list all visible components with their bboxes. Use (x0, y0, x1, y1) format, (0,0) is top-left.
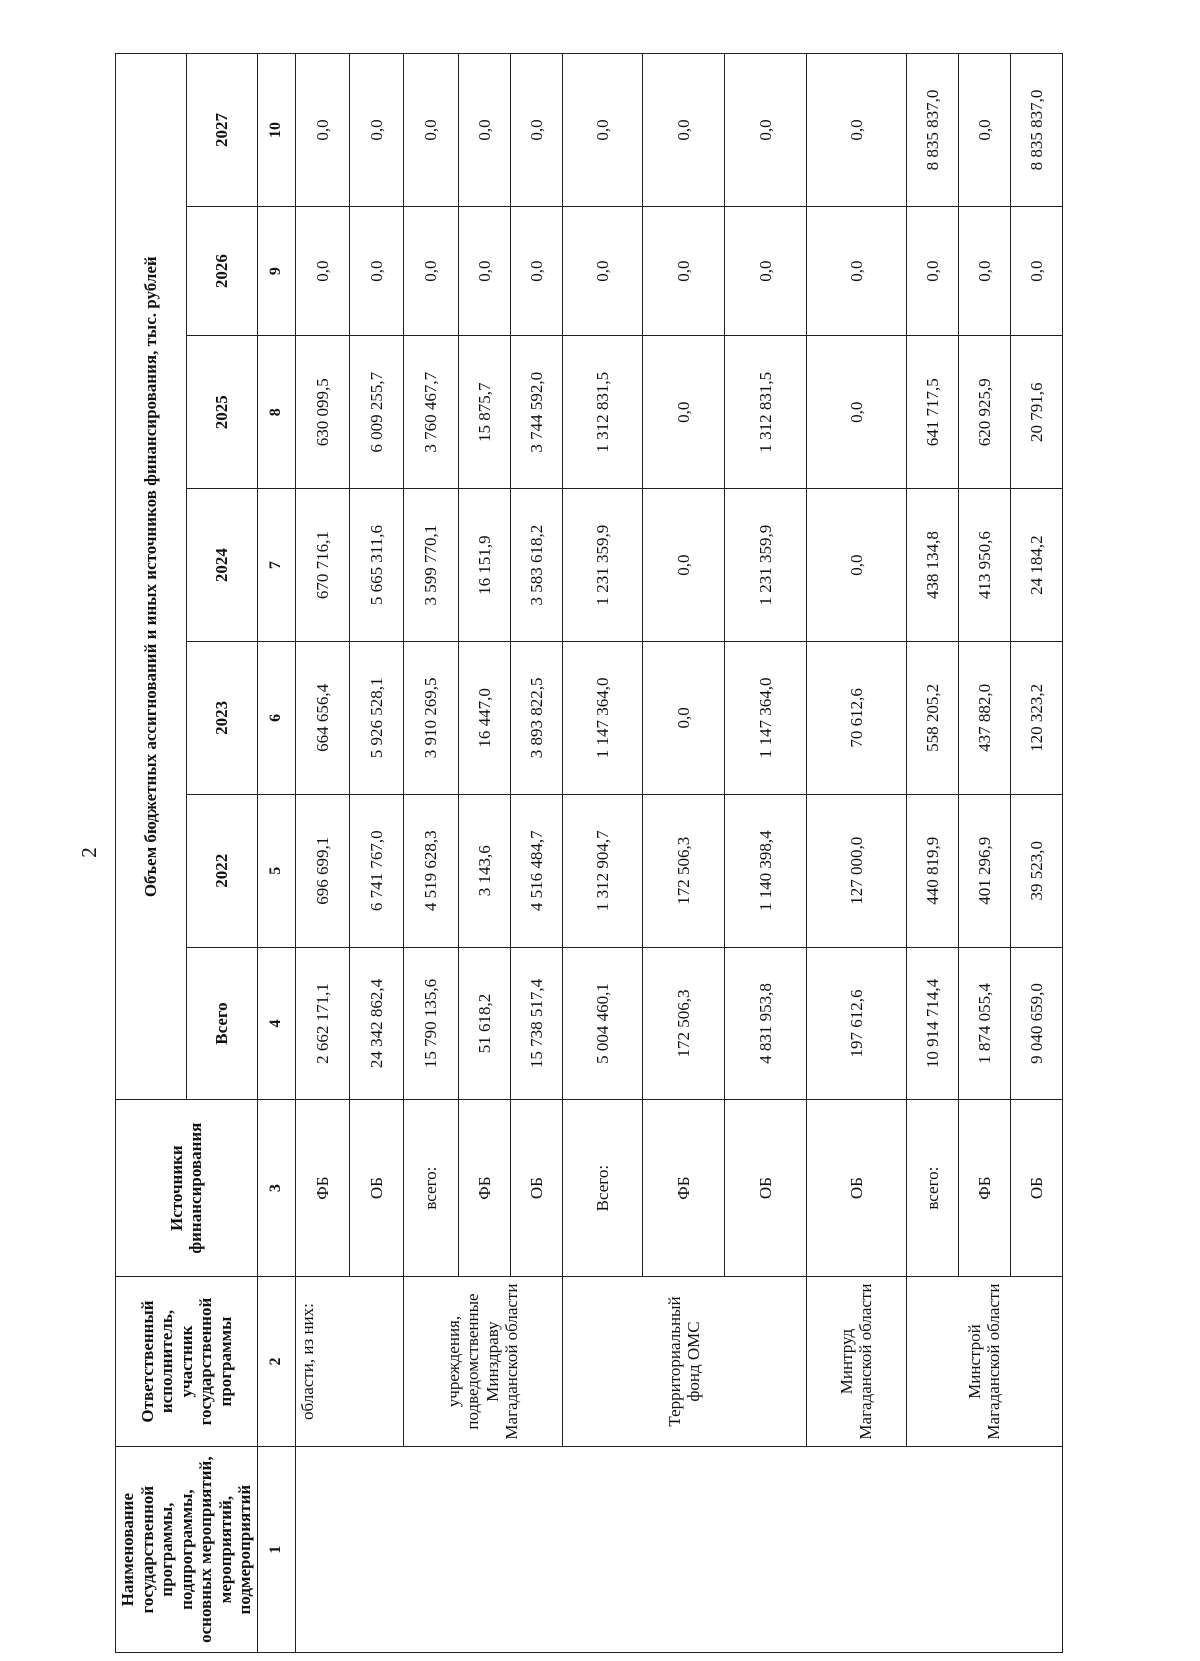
value-cell: 0,0 (403, 207, 458, 336)
value-cell: 1 312 831,5 (724, 336, 806, 489)
table-row (906, 54, 958, 1653)
value-cell: 1 312 904,7 (562, 794, 642, 947)
source-cell: ФБ (295, 1100, 349, 1276)
value-cell: 70 612,6 (806, 641, 906, 794)
value-cell: 5 665 311,6 (349, 489, 403, 642)
value-cell: 51 618,2 (458, 947, 510, 1100)
value-cell: 3 893 822,5 (510, 641, 562, 794)
value-cell: 0,0 (806, 489, 906, 642)
header-col3: Источники финансирования (116, 1100, 258, 1276)
value-cell: 15 790 135,6 (403, 947, 458, 1100)
value-cell: 172 506,3 (642, 947, 724, 1100)
value-cell: 401 296,9 (958, 794, 1010, 947)
header-col2: Ответственный исполнитель, участник государственной программы (116, 1276, 258, 1446)
value-cell: 0,0 (958, 207, 1010, 336)
value-cell: 0,0 (724, 207, 806, 336)
value-cell: 0,0 (642, 207, 724, 336)
col-number: 5 (257, 794, 295, 947)
value-cell: 0,0 (510, 207, 562, 336)
value-cell: 0,0 (642, 54, 724, 207)
value-cell: 127 000,0 (806, 794, 906, 947)
value-cell: 4 831 953,8 (724, 947, 806, 1100)
value-cell: 1 231 359,9 (562, 489, 642, 642)
value-cell: 696 699,1 (295, 794, 349, 947)
value-cell: 558 205,2 (906, 641, 958, 794)
source-cell: ОБ (806, 1100, 906, 1276)
value-cell: 6 009 255,7 (349, 336, 403, 489)
value-cell: 1 147 364,0 (562, 641, 642, 794)
value-cell: 39 523,0 (1010, 794, 1062, 947)
value-cell: 0,0 (295, 207, 349, 336)
col-number: 9 (257, 207, 295, 336)
value-cell: 2 662 171,1 (295, 947, 349, 1100)
value-cell: 10 914 714,4 (906, 947, 958, 1100)
value-cell: 0,0 (562, 207, 642, 336)
value-cell: 20 791,6 (1010, 336, 1062, 489)
value-cell: 0,0 (349, 54, 403, 207)
col-number: 8 (257, 336, 295, 489)
program-name-cell (295, 1447, 1062, 1653)
col-number: 3 (257, 1100, 295, 1276)
header-year: 2026 (186, 207, 257, 336)
value-cell: 437 882,0 (958, 641, 1010, 794)
source-cell: Всего: (562, 1100, 642, 1276)
value-cell: 1 140 398,4 (724, 794, 806, 947)
header-year: 2027 (186, 54, 257, 207)
value-cell: 0,0 (642, 641, 724, 794)
value-cell: 15 875,7 (458, 336, 510, 489)
value-cell: 9 040 659,0 (1010, 947, 1062, 1100)
value-cell: 664 656,4 (295, 641, 349, 794)
source-cell: ФБ (958, 1100, 1010, 1276)
header-year: Всего (186, 947, 257, 1100)
value-cell: 0,0 (806, 207, 906, 336)
executor-cell: учреждения, подведомственные Минздраву Магаданской области (403, 1276, 562, 1446)
value-cell: 3 760 467,7 (403, 336, 458, 489)
column-number-row (257, 54, 295, 1653)
value-cell: 5 004 460,1 (562, 947, 642, 1100)
value-cell: 4 519 628,3 (403, 794, 458, 947)
source-cell: ОБ (724, 1100, 806, 1276)
header-year: 2023 (186, 641, 257, 794)
value-cell: 440 819,9 (906, 794, 958, 947)
value-cell: 3 599 770,1 (403, 489, 458, 642)
col-number: 10 (257, 54, 295, 207)
value-cell: 0,0 (642, 336, 724, 489)
value-cell: 1 874 055,4 (958, 947, 1010, 1100)
value-cell: 438 134,8 (906, 489, 958, 642)
value-cell: 1 312 831,5 (562, 336, 642, 489)
value-cell: 6 741 767,0 (349, 794, 403, 947)
value-cell: 0,0 (403, 54, 458, 207)
value-cell: 16 151,9 (458, 489, 510, 642)
source-cell: всего: (906, 1100, 958, 1276)
value-cell: 0,0 (1010, 207, 1062, 336)
value-cell: 16 447,0 (458, 641, 510, 794)
col-number: 7 (257, 489, 295, 642)
value-cell: 0,0 (295, 54, 349, 207)
value-cell: 8 835 837,0 (906, 54, 958, 207)
value-cell: 0,0 (562, 54, 642, 207)
value-cell: 120 323,2 (1010, 641, 1062, 794)
value-cell: 0,0 (906, 207, 958, 336)
table-row (403, 54, 458, 1653)
col-number: 2 (257, 1276, 295, 1446)
value-cell: 630 099,5 (295, 336, 349, 489)
table-row (562, 54, 642, 1653)
source-cell: ОБ (510, 1100, 562, 1276)
value-cell: 24 342 862,4 (349, 947, 403, 1100)
table-row (806, 54, 906, 1653)
header-year: 2024 (186, 489, 257, 642)
col-number: 1 (257, 1447, 295, 1653)
value-cell: 197 612,6 (806, 947, 906, 1100)
value-cell: 0,0 (458, 207, 510, 336)
value-cell: 0,0 (510, 54, 562, 207)
value-cell: 3 143,6 (458, 794, 510, 947)
value-cell: 0,0 (806, 54, 906, 207)
value-cell: 0,0 (724, 54, 806, 207)
value-cell: 0,0 (642, 489, 724, 642)
value-cell: 0,0 (349, 207, 403, 336)
source-cell: ОБ (349, 1100, 403, 1276)
header-year: 2022 (186, 794, 257, 947)
col-number: 6 (257, 641, 295, 794)
value-cell: 4 516 484,7 (510, 794, 562, 947)
executor-cell: Территориальный фонд ОМС (562, 1276, 806, 1446)
source-cell: ОБ (1010, 1100, 1062, 1276)
value-cell: 0,0 (958, 54, 1010, 207)
executor-cell: области, из них: (295, 1276, 403, 1446)
header-year: 2025 (186, 336, 257, 489)
source-cell: всего: (403, 1100, 458, 1276)
value-cell: 3 744 592,0 (510, 336, 562, 489)
col-number: 4 (257, 947, 295, 1100)
header-group: Объем бюджетных ассигнований и иных источников финансирования, тыс. рублей (116, 54, 187, 1100)
value-cell: 0,0 (806, 336, 906, 489)
value-cell: 670 716,1 (295, 489, 349, 642)
value-cell: 641 717,5 (906, 336, 958, 489)
value-cell: 24 184,2 (1010, 489, 1062, 642)
value-cell: 5 926 528,1 (349, 641, 403, 794)
value-cell: 0,0 (458, 54, 510, 207)
header-col1: Наименование государственной программы, подпрограммы, основных мероприятий, мероприятий, подмероприятий (116, 1447, 258, 1653)
source-cell: ФБ (458, 1100, 510, 1276)
executor-cell: Минтруд Магаданской области (806, 1276, 906, 1446)
table-row (295, 54, 349, 1653)
value-cell: 1 147 364,0 (724, 641, 806, 794)
value-cell: 3 910 269,5 (403, 641, 458, 794)
source-cell: ФБ (642, 1100, 724, 1276)
executor-cell: Минстрой Магаданской области (906, 1276, 1062, 1446)
value-cell: 172 506,3 (642, 794, 724, 947)
value-cell: 8 835 837,0 (1010, 54, 1062, 207)
page-number: 2 (76, 847, 101, 858)
value-cell: 3 583 618,2 (510, 489, 562, 642)
value-cell: 620 925,9 (958, 336, 1010, 489)
budget-table (115, 53, 1063, 1653)
value-cell: 413 950,6 (958, 489, 1010, 642)
value-cell: 15 738 517,4 (510, 947, 562, 1100)
value-cell: 1 231 359,9 (724, 489, 806, 642)
budget-table-rotated (115, 53, 1050, 1653)
